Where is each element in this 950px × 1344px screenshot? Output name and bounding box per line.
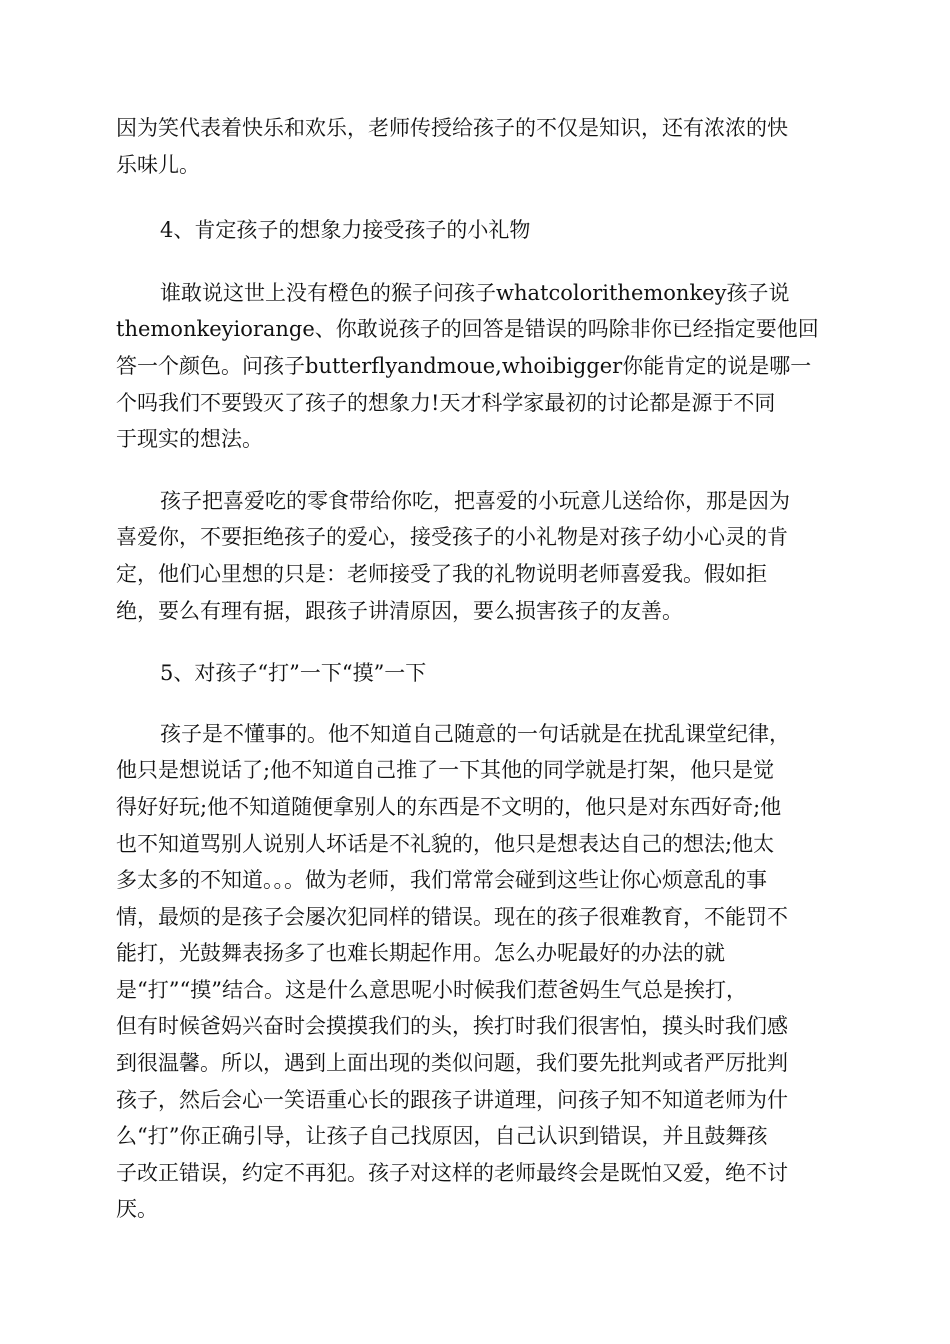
section-heading-5	[116, 655, 834, 692]
text-line: 喜爱你，不要拒绝孩子的爱心，接受孩子的小礼物是对孩子幼小心灵的肯	[116, 525, 788, 550]
text-line: 孩子是不懂事的。他不知道自己随意的一句话就是在扰乱课堂纪律，	[160, 721, 790, 746]
text-line: 绝，要么有理有据，跟孩子讲清原因，要么损害孩子的友善。	[116, 598, 683, 623]
text-line: 谁敢说这世上没有橙色的猴子问孩子whatcolorithemonkey孩子说	[160, 280, 790, 305]
section-heading-4	[116, 212, 834, 249]
text-line: 孩子，然后会心一笑语重心长的跟孩子讲道理，问孩子知不知道老师为什	[116, 1087, 788, 1112]
text-line: 孩子把喜爱吃的零食带给你吃，把喜爱的小玩意儿送给你，那是因为	[160, 488, 790, 513]
text-line: 多太多的不知道。。。做为老师，我们常常会碰到这些让你心烦意乱的事	[116, 868, 767, 893]
paragraph-gifts	[116, 483, 834, 629]
text-line: 得好好玩;他不知道随便拿别人的东西是不文明的，他只是对东西好奇;他	[116, 794, 782, 819]
text-line: 但有时候爸妈兴奋时会摸摸我们的头，挨打时我们很害怕，摸头时我们感	[116, 1014, 788, 1039]
text-line: 个吗我们不要毁灭了孩子的想象力!天才科学家最初的讨论都是源于不同	[116, 390, 776, 415]
paragraph-imagination	[116, 275, 834, 458]
text-line: 乐味儿。	[116, 152, 200, 177]
text-line: 厌。	[116, 1197, 158, 1222]
text-line: 于现实的想法。	[116, 427, 263, 452]
paragraph-discipline	[116, 716, 834, 1228]
document-body	[116, 110, 834, 1228]
text-line: 也不知道骂别人说别人坏话是不礼貌的，他只是想表达自己的想法;他太	[116, 831, 775, 856]
text-line: 答一个颜色。问孩子butterflyandmoue,whoibigger你能肯定的说是哪一	[116, 353, 812, 378]
text-line: 是“打”“摸”结合。这是什么意思呢小时候我们惹爸妈生气总是挨打，	[116, 977, 747, 1002]
text-line: 能打，光鼓舞表扬多了也难长期起作用。怎么办呢最好的办法的就	[116, 941, 725, 966]
paragraph-laughter	[116, 110, 834, 183]
text-line: 因为笑代表着快乐和欢乐，老师传授给孩子的不仅是知识，还有浓浓的快	[116, 116, 788, 140]
text-line: 到很温馨。所以，遇到上面出现的类似问题，我们要先批判或者严厉批判	[116, 1051, 788, 1076]
text-line: 子改正错误，约定不再犯。孩子对这样的老师最终会是既怕又爱，绝不讨	[116, 1160, 788, 1185]
heading-text: 4、肯定孩子的想象力接受孩子的小礼物	[160, 218, 531, 243]
text-line: 定，他们心里想的只是：老师接受了我的礼物说明老师喜爱我。假如拒	[116, 561, 767, 586]
text-line: themonkeyiorange、你敢说孩子的回答是错误的吗除非你已经指定要他回	[116, 317, 819, 342]
heading-text: 5、对孩子“打”一下“摸”一下	[160, 661, 427, 686]
text-line: 情，最烦的是孩子会屡次犯同样的错误。现在的孩子很难教育，不能罚不	[116, 904, 788, 929]
text-line: 么“打”你正确引导，让孩子自己找原因，自己认识到错误，并且鼓舞孩	[116, 1124, 768, 1149]
text-line: 他只是想说话了;他不知道自己推了一下其他的同学就是打架，他只是觉	[116, 758, 775, 783]
